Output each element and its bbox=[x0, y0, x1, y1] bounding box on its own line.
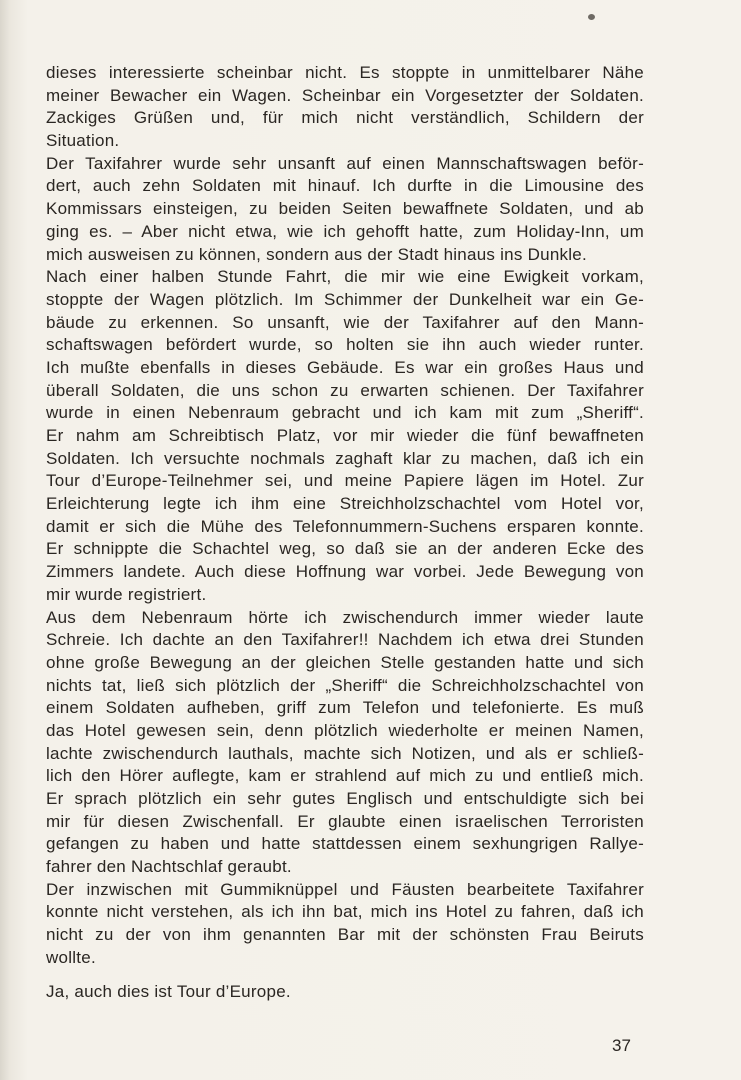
text-line: Ja, auch dies ist Tour d’Europe. bbox=[46, 981, 291, 1001]
text-line: Nach einer halben Stunde Fahrt, die mir wie eine Ewigkeit vorkam, bbox=[46, 267, 644, 287]
text-line: Soldaten. Ich versuchte nochmals zaghaft klar zu machen, daß ich ein bbox=[46, 448, 644, 468]
text-line: lachte zwischendurch lauthals, machte sich Notizen, und als er schließ- bbox=[46, 743, 644, 763]
text-line: Zimmers landete. Auch diese Hoffnung war vorbei. Jede Bewegung von bbox=[46, 562, 644, 582]
page-number: 37 bbox=[612, 1036, 631, 1055]
text-line: dert, auch zehn Soldaten mit hinauf. Ich durfte in die Limousine des bbox=[46, 176, 644, 196]
text-line: lich den Hörer auflegte, kam er strahlend auf mich zu und entließ mich. bbox=[46, 766, 644, 786]
text-line: nicht zu der von ihm genannten Bar mit der schönsten Frau Beiruts bbox=[46, 925, 644, 945]
text-line: Der Taxifahrer wurde sehr unsanft auf einen Mannschaftswagen beför- bbox=[46, 153, 644, 173]
text-line: mich ausweisen zu können, sondern aus der Stadt hinaus ins Dunkle. bbox=[46, 244, 587, 264]
text-line: gefangen zu haben und hatte stattdessen einem sexhungrigen Rallye- bbox=[46, 834, 644, 854]
text-line: dieses interessierte scheinbar nicht. Es stoppte in unmittelbarer Nähe bbox=[46, 63, 644, 82]
text-line: damit er sich die Mühe des Telefonnummern-Suchens ersparen konnte. bbox=[46, 516, 644, 536]
text-line: überall Soldaten, die uns schon zu erwarten schienen. Der Taxifahrer bbox=[46, 380, 644, 400]
text-line: Der inzwischen mit Gummiknüppel und Fäusten bearbeitete Taxifahrer bbox=[46, 879, 644, 899]
text-line: schaftswagen befördert wurde, so holten sie ihn auch wieder runter. bbox=[46, 335, 644, 355]
text-line: Er sprach plötzlich ein sehr gutes Englisch und entschuldigte sich bei bbox=[46, 789, 644, 808]
text-line: Er schnippte die Schachtel weg, so daß sie an der anderen Ecke des bbox=[46, 539, 644, 559]
text-line: einem Soldaten aufheben, griff zum Telefon und telefonierte. Es muß bbox=[46, 698, 644, 718]
text-line: ging es. – Aber nicht etwa, wie ich gehofft hatte, zum Holiday-Inn, um bbox=[46, 221, 644, 241]
text-line: Zackiges Grüßen und, für mich nicht verständlich, Schildern der bbox=[46, 108, 644, 128]
text-line: nichts tat, ließ sich plötzlich der „Sheriff“ die Schreichholzschachtel von bbox=[46, 675, 644, 695]
text-line: Tour d’Europe-Teilnehmer sei, und meine Papiere lägen im Hotel. Zur bbox=[46, 471, 644, 491]
text-line: Situation. bbox=[46, 131, 120, 151]
text-line: wollte. bbox=[46, 947, 96, 967]
text-line: meiner Bewacher ein Wagen. Scheinbar ein Vorgesetzter der Soldaten. bbox=[46, 85, 644, 105]
ink-speck bbox=[588, 14, 595, 20]
text-line: Schreie. Ich dachte an den Taxifahrer!! Nachdem ich etwa drei Stunden bbox=[46, 630, 644, 650]
text-line: mir für diesen Zwischenfall. Er glaubte einen israelischen Terroristen bbox=[46, 811, 644, 831]
text-line: wurde in einen Nebenraum gebracht und ich kam mit zum „Sheriff“. bbox=[46, 403, 644, 423]
text-line: bäude zu erkennen. So unsanft, wie der Taxifahrer auf den Mann- bbox=[46, 312, 644, 332]
text-line: das Hotel gewesen sein, denn plötzlich wiederholte er meinen Namen, bbox=[46, 720, 644, 740]
body-text bbox=[46, 62, 644, 1003]
text-line: stoppte der Wagen plötzlich. Im Schimmer der Dunkelheit war ein Ge- bbox=[46, 289, 644, 309]
text-line: Er nahm am Schreibtisch Platz, vor mir wieder die fünf bewaffneten bbox=[46, 426, 644, 445]
text-line: Ich mußte ebenfalls in dieses Gebäude. Es war ein großes Haus und bbox=[46, 357, 644, 377]
text-line: fahrer den Nachtschlaf geraubt. bbox=[46, 857, 292, 877]
text-line: mir wurde registriert. bbox=[46, 584, 207, 604]
text-line: ohne große Bewegung an der gleichen Stelle gestanden hatte und sich bbox=[46, 652, 644, 672]
text-line: konnte nicht verstehen, als ich ihn bat, mich ins Hotel zu fahren, daß ich bbox=[46, 902, 644, 922]
text-line: Kommissars einsteigen, zu beiden Seiten bewaffnete Soldaten, und ab bbox=[46, 199, 644, 219]
paragraph-gap bbox=[46, 970, 644, 981]
text-line: Aus dem Nebenraum hörte ich zwischendurch immer wieder laute bbox=[46, 607, 644, 627]
text-line: Erleichterung legte ich ihm eine Streichholzschachtel vom Hotel vor, bbox=[46, 494, 644, 514]
